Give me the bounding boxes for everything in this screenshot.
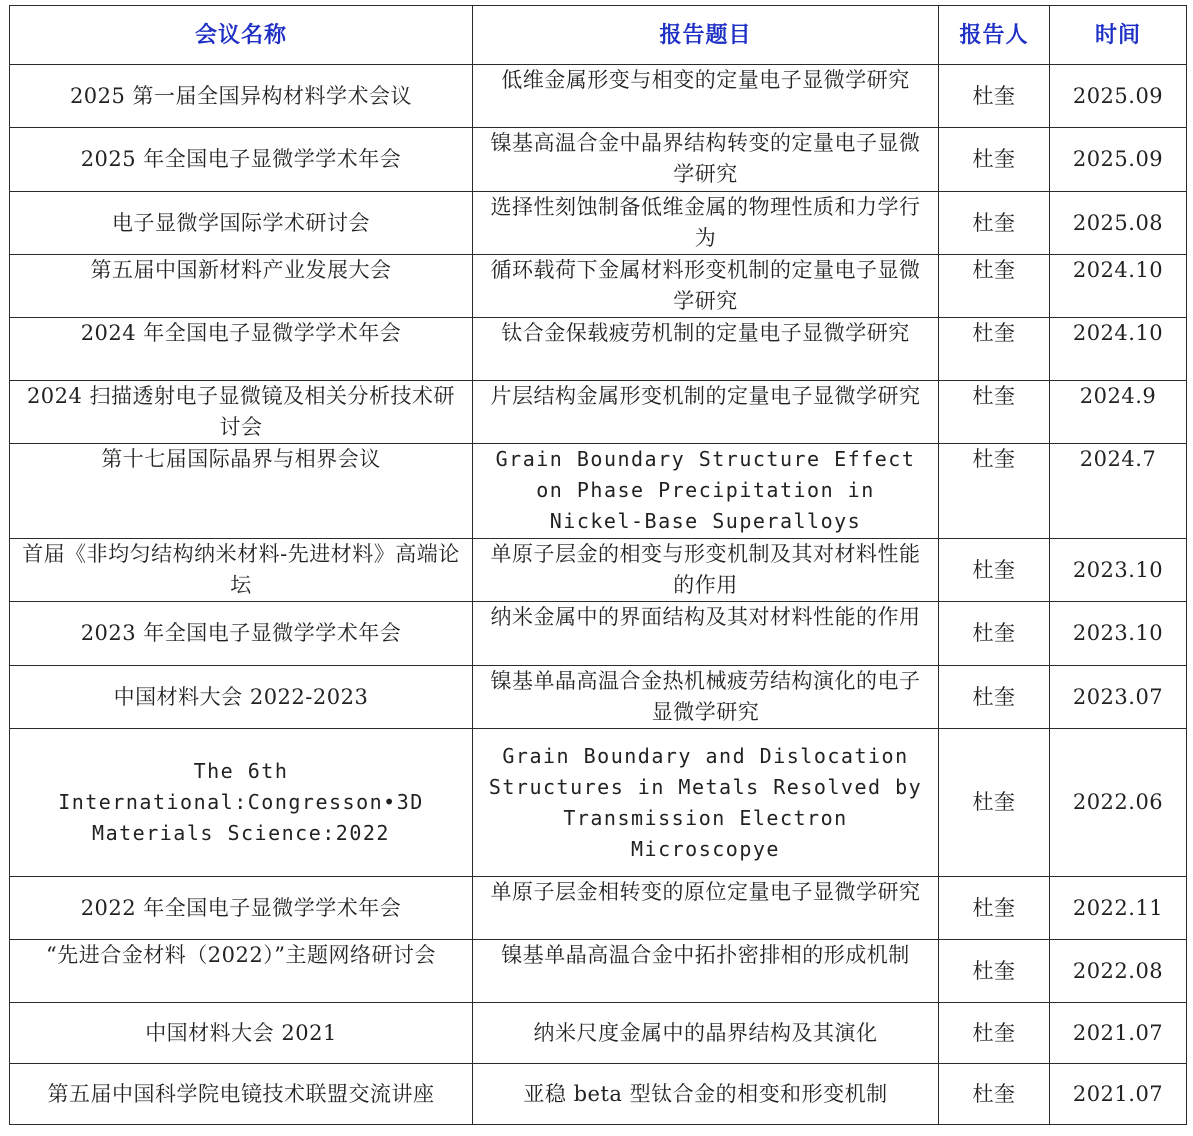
header-date: 时间 (1050, 6, 1187, 65)
conference-cell: 首届《非均匀结构纳米材料-先进材料》高端论坛 (10, 539, 473, 602)
title-cell: 纳米尺度金属中的晶界结构及其演化 (473, 1003, 939, 1064)
date-cell: 2021.07 (1050, 1064, 1187, 1125)
speaker-cell: 杜奎 (939, 1003, 1050, 1064)
date-cell: 2022.06 (1050, 729, 1187, 877)
speaker-cell: 杜奎 (939, 65, 1050, 128)
conference-cell: 第五届中国新材料产业发展大会 (10, 255, 473, 318)
speaker-cell: 杜奎 (939, 444, 1050, 539)
title-cell: 亚稳 beta 型钛合金的相变和形变机制 (473, 1064, 939, 1125)
date-cell: 2021.07 (1050, 1003, 1187, 1064)
table-row (10, 539, 1187, 602)
speaker-cell: 杜奎 (939, 1064, 1050, 1125)
header-row (10, 6, 1187, 65)
date-cell: 2025.09 (1050, 128, 1187, 192)
speaker-cell: 杜奎 (939, 666, 1050, 729)
title-cell: 纳米金属中的界面结构及其对材料性能的作用 (473, 602, 939, 666)
table-row (10, 877, 1187, 940)
table-row (10, 666, 1187, 729)
header-speaker: 报告人 (939, 6, 1050, 65)
date-cell: 2023.10 (1050, 539, 1187, 602)
conference-cell: “先进合金材料（2022）”主题网络研讨会 (10, 940, 473, 1003)
title-cell: 循环载荷下金属材料形变机制的定量电子显微学研究 (473, 255, 939, 318)
speaker-cell: 杜奎 (939, 381, 1050, 444)
date-cell: 2023.07 (1050, 666, 1187, 729)
speaker-cell: 杜奎 (939, 128, 1050, 192)
speaker-cell: 杜奎 (939, 255, 1050, 318)
date-cell: 2022.08 (1050, 940, 1187, 1003)
table-row (10, 381, 1187, 444)
table-row (10, 1003, 1187, 1064)
conference-cell: 2025 年全国电子显微学学术年会 (10, 128, 473, 192)
title-cell: 钛合金保载疲劳机制的定量电子显微学研究 (473, 318, 939, 381)
title-cell: 单原子层金的相变与形变机制及其对材料性能的作用 (473, 539, 939, 602)
table-row (10, 65, 1187, 128)
title-cell: 镍基单晶高温合金中拓扑密排相的形成机制 (473, 940, 939, 1003)
speaker-cell: 杜奎 (939, 192, 1050, 255)
speaker-cell: 杜奎 (939, 318, 1050, 381)
title-cell: 镍基高温合金中晶界结构转变的定量电子显微学研究 (473, 128, 939, 192)
date-cell: 2024.10 (1050, 318, 1187, 381)
header-conference: 会议名称 (10, 6, 473, 65)
table-row (10, 1064, 1187, 1125)
table-row (10, 192, 1187, 255)
speaker-cell: 杜奎 (939, 877, 1050, 940)
title-cell: Grain Boundary Structure Effect on Phase Precipitation in Nickel-Base Superalloys (473, 444, 939, 539)
date-cell: 2025.08 (1050, 192, 1187, 255)
conference-cell: 2023 年全国电子显微学学术年会 (10, 602, 473, 666)
conference-cell: 中国材料大会 2022-2023 (10, 666, 473, 729)
table-row (10, 602, 1187, 666)
date-cell: 2024.7 (1050, 444, 1187, 539)
date-cell: 2024.10 (1050, 255, 1187, 318)
date-cell: 2025.09 (1050, 65, 1187, 128)
conference-cell: 中国材料大会 2021 (10, 1003, 473, 1064)
conference-cell: 2024 扫描透射电子显微镜及相关分析技术研讨会 (10, 381, 473, 444)
speaker-cell: 杜奎 (939, 539, 1050, 602)
title-cell: 低维金属形变与相变的定量电子显微学研究 (473, 65, 939, 128)
table-row (10, 940, 1187, 1003)
conference-cell: 2022 年全国电子显微学学术年会 (10, 877, 473, 940)
title-cell: 镍基单晶高温合金热机械疲劳结构演化的电子显微学研究 (473, 666, 939, 729)
title-cell: Grain Boundary and Dislocation Structures in Metals Resolved by Transmission Electron Microscopye (473, 729, 939, 877)
date-cell: 2023.10 (1050, 602, 1187, 666)
table-row (10, 318, 1187, 381)
conference-cell: 2024 年全国电子显微学学术年会 (10, 318, 473, 381)
table-row (10, 444, 1187, 539)
conference-cell: The 6th International:Congresson•3D Materials Science:2022 (10, 729, 473, 877)
date-cell: 2022.11 (1050, 877, 1187, 940)
title-cell: 选择性刻蚀制备低维金属的物理性质和力学行为 (473, 192, 939, 255)
report-table (9, 5, 1187, 1125)
header-title: 报告题目 (473, 6, 939, 65)
title-cell: 单原子层金相转变的原位定量电子显微学研究 (473, 877, 939, 940)
table-row (10, 255, 1187, 318)
speaker-cell: 杜奎 (939, 602, 1050, 666)
speaker-cell: 杜奎 (939, 940, 1050, 1003)
table-row (10, 729, 1187, 877)
conference-cell: 第五届中国科学院电镜技术联盟交流讲座 (10, 1064, 473, 1125)
conference-cell: 电子显微学国际学术研讨会 (10, 192, 473, 255)
conference-cell: 第十七届国际晶界与相界会议 (10, 444, 473, 539)
title-cell: 片层结构金属形变机制的定量电子显微学研究 (473, 381, 939, 444)
table-row (10, 128, 1187, 192)
conference-cell: 2025 第一届全国异构材料学术会议 (10, 65, 473, 128)
speaker-cell: 杜奎 (939, 729, 1050, 877)
date-cell: 2024.9 (1050, 381, 1187, 444)
